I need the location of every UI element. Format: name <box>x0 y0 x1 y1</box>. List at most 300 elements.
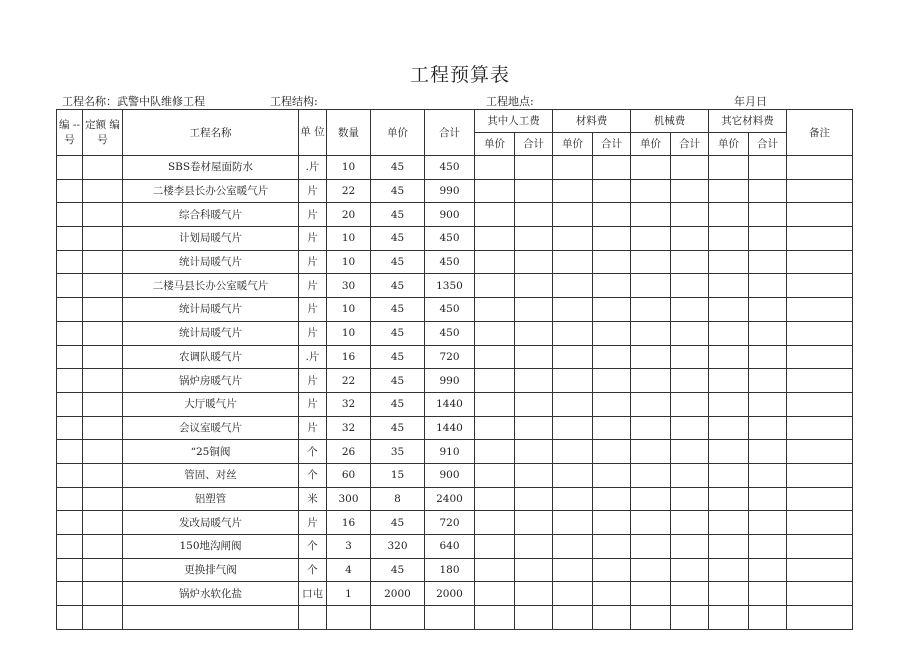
table-row <box>57 227 853 251</box>
cell-remark <box>787 535 853 559</box>
cell-material-total <box>593 606 631 630</box>
cell-seq <box>57 606 83 630</box>
cell-remark <box>787 203 853 227</box>
cell-material-price <box>553 203 593 227</box>
cell-seq <box>57 298 83 322</box>
cell-labor-total <box>515 203 553 227</box>
cell-qty: 32 <box>327 416 371 440</box>
cell-name: 发改局暖气片 <box>123 511 299 535</box>
cell-other-price <box>709 179 749 203</box>
cell-unit: 片 <box>299 179 327 203</box>
cell-labor-price <box>475 345 515 369</box>
cell-machine-total <box>671 274 709 298</box>
cell-labor-total <box>515 345 553 369</box>
table-row <box>57 535 853 559</box>
cell-qty: 1 <box>327 582 371 606</box>
cell-price: 45 <box>371 511 425 535</box>
cell-quota <box>83 345 123 369</box>
header-material: 材料费 <box>553 110 631 133</box>
cell-other-price <box>709 227 749 251</box>
cell-other-total <box>749 298 787 322</box>
table-row <box>57 321 853 345</box>
cell-quota <box>83 606 123 630</box>
cell-material-total <box>593 156 631 180</box>
cell-material-price <box>553 392 593 416</box>
cell-quota <box>83 227 123 251</box>
cell-material-price <box>553 274 593 298</box>
cell-machine-price <box>631 535 671 559</box>
cell-material-total <box>593 321 631 345</box>
cell-unit: 片 <box>299 298 327 322</box>
header-qty: 数量 <box>327 110 371 156</box>
table-row <box>57 298 853 322</box>
cell-price: 45 <box>371 321 425 345</box>
cell-labor-price <box>475 274 515 298</box>
cell-unit: .片 <box>299 156 327 180</box>
cell-machine-price <box>631 440 671 464</box>
cell-price: 45 <box>371 274 425 298</box>
cell-machine-total <box>671 392 709 416</box>
cell-unit: 个 <box>299 558 327 582</box>
cell-quota <box>83 582 123 606</box>
cell-other-total <box>749 606 787 630</box>
cell-unit: 片 <box>299 369 327 393</box>
cell-total: 990 <box>425 179 475 203</box>
cell-labor-total <box>515 440 553 464</box>
cell-labor-price <box>475 582 515 606</box>
cell-qty: 10 <box>327 156 371 180</box>
cell-other-total <box>749 156 787 180</box>
cell-price: 45 <box>371 369 425 393</box>
cell-seq <box>57 369 83 393</box>
cell-remark <box>787 298 853 322</box>
cell-material-price <box>553 250 593 274</box>
cell-material-total <box>593 179 631 203</box>
cell-unit: 个 <box>299 463 327 487</box>
cell-material-total <box>593 227 631 251</box>
table-row <box>57 392 853 416</box>
cell-unit: 片 <box>299 274 327 298</box>
cell-name: 锅炉房暖气片 <box>123 369 299 393</box>
cell-total <box>425 606 475 630</box>
cell-seq <box>57 487 83 511</box>
cell-price: 45 <box>371 558 425 582</box>
cell-machine-total <box>671 416 709 440</box>
cell-name: 计划局暖气片 <box>123 227 299 251</box>
cell-machine-price <box>631 179 671 203</box>
cell-price: 45 <box>371 345 425 369</box>
cell-seq <box>57 203 83 227</box>
cell-seq <box>57 416 83 440</box>
cell-other-total <box>749 582 787 606</box>
header-name: 工程名称 <box>123 110 299 156</box>
cell-other-total <box>749 179 787 203</box>
cell-material-total <box>593 487 631 511</box>
cell-other-total <box>749 416 787 440</box>
cell-unit: 片 <box>299 250 327 274</box>
cell-total: 900 <box>425 203 475 227</box>
cell-other-price <box>709 250 749 274</box>
cell-price: 45 <box>371 179 425 203</box>
cell-machine-total <box>671 227 709 251</box>
cell-unit: 个 <box>299 440 327 464</box>
subheader-labor-price: 单价 <box>475 133 515 156</box>
cell-other-price <box>709 369 749 393</box>
cell-labor-total <box>515 416 553 440</box>
cell-material-price <box>553 369 593 393</box>
cell-name: 150地沟闸阀 <box>123 535 299 559</box>
cell-name: 统计局暖气片 <box>123 250 299 274</box>
cell-qty: 30 <box>327 274 371 298</box>
cell-machine-total <box>671 582 709 606</box>
cell-machine-total <box>671 369 709 393</box>
cell-labor-price <box>475 250 515 274</box>
cell-material-total <box>593 203 631 227</box>
cell-name: 更换排气阀 <box>123 558 299 582</box>
cell-other-total <box>749 227 787 251</box>
cell-machine-total <box>671 203 709 227</box>
cell-labor-total <box>515 487 553 511</box>
subheader-other-total: 合计 <box>749 133 787 156</box>
cell-remark <box>787 511 853 535</box>
cell-qty: 16 <box>327 345 371 369</box>
cell-name: “25铜阀 <box>123 440 299 464</box>
header-remark: 备注 <box>787 110 853 156</box>
cell-machine-price <box>631 606 671 630</box>
table-row <box>57 511 853 535</box>
table-row <box>57 274 853 298</box>
table-row <box>57 606 853 630</box>
cell-other-total <box>749 369 787 393</box>
cell-other-price <box>709 345 749 369</box>
cell-other-total <box>749 440 787 464</box>
cell-other-price <box>709 321 749 345</box>
cell-material-total <box>593 416 631 440</box>
cell-labor-total <box>515 606 553 630</box>
cell-name: 综合科暖气片 <box>123 203 299 227</box>
cell-remark <box>787 227 853 251</box>
cell-total: 1440 <box>425 416 475 440</box>
cell-seq <box>57 511 83 535</box>
cell-machine-price <box>631 369 671 393</box>
cell-total: 450 <box>425 321 475 345</box>
cell-other-total <box>749 558 787 582</box>
header-other: 其它材料费 <box>709 110 787 133</box>
cell-material-total <box>593 535 631 559</box>
cell-price: 45 <box>371 203 425 227</box>
cell-qty: 4 <box>327 558 371 582</box>
header-price: 单价 <box>371 110 425 156</box>
cell-remark <box>787 156 853 180</box>
cell-other-total <box>749 535 787 559</box>
cell-remark <box>787 369 853 393</box>
cell-material-price <box>553 345 593 369</box>
cell-machine-total <box>671 440 709 464</box>
cell-price: 45 <box>371 392 425 416</box>
cell-other-price <box>709 606 749 630</box>
cell-price: 45 <box>371 156 425 180</box>
cell-material-total <box>593 369 631 393</box>
cell-total: 450 <box>425 298 475 322</box>
cell-total: 900 <box>425 463 475 487</box>
cell-other-price <box>709 298 749 322</box>
table-row <box>57 582 853 606</box>
cell-quota <box>83 179 123 203</box>
cell-seq <box>57 156 83 180</box>
cell-unit: 片 <box>299 416 327 440</box>
cell-machine-total <box>671 463 709 487</box>
table-row <box>57 463 853 487</box>
cell-price: 45 <box>371 416 425 440</box>
cell-machine-price <box>631 487 671 511</box>
header-labor: 其中人工费 <box>475 110 553 133</box>
cell-total: 450 <box>425 227 475 251</box>
cell-qty: 10 <box>327 250 371 274</box>
cell-machine-total <box>671 487 709 511</box>
subheader-other-price: 单价 <box>709 133 749 156</box>
cell-total: 720 <box>425 511 475 535</box>
cell-total: 180 <box>425 558 475 582</box>
cell-material-total <box>593 582 631 606</box>
cell-quota <box>83 416 123 440</box>
cell-machine-price <box>631 321 671 345</box>
cell-total: 1440 <box>425 392 475 416</box>
cell-name: 统计局暖气片 <box>123 298 299 322</box>
cell-remark <box>787 345 853 369</box>
cell-machine-total <box>671 511 709 535</box>
cell-machine-price <box>631 582 671 606</box>
cell-other-price <box>709 487 749 511</box>
cell-machine-price <box>631 250 671 274</box>
cell-price: 8 <box>371 487 425 511</box>
cell-material-total <box>593 463 631 487</box>
cell-machine-price <box>631 298 671 322</box>
cell-price: 45 <box>371 227 425 251</box>
budget-table <box>56 109 853 630</box>
project-location: 工程地点: <box>486 95 534 108</box>
cell-unit: 个 <box>299 535 327 559</box>
cell-total: 990 <box>425 369 475 393</box>
cell-material-price <box>553 179 593 203</box>
cell-labor-total <box>515 298 553 322</box>
cell-machine-price <box>631 416 671 440</box>
table-row <box>57 558 853 582</box>
cell-quota <box>83 440 123 464</box>
cell-unit: 片 <box>299 392 327 416</box>
cell-qty: 32 <box>327 392 371 416</box>
cell-labor-price <box>475 487 515 511</box>
cell-other-total <box>749 463 787 487</box>
cell-name: 铝塑管 <box>123 487 299 511</box>
subheader-labor-total: 合计 <box>515 133 553 156</box>
cell-qty: 10 <box>327 321 371 345</box>
cell-quota <box>83 392 123 416</box>
cell-remark <box>787 582 853 606</box>
cell-labor-total <box>515 511 553 535</box>
cell-material-total <box>593 558 631 582</box>
cell-qty: 20 <box>327 203 371 227</box>
cell-other-price <box>709 274 749 298</box>
cell-qty: 10 <box>327 227 371 251</box>
table-row <box>57 179 853 203</box>
cell-material-price <box>553 582 593 606</box>
cell-labor-price <box>475 321 515 345</box>
cell-material-total <box>593 392 631 416</box>
cell-labor-price <box>475 440 515 464</box>
cell-labor-price <box>475 463 515 487</box>
cell-price: 45 <box>371 250 425 274</box>
cell-unit: .片 <box>299 345 327 369</box>
cell-total: 2000 <box>425 582 475 606</box>
table-row <box>57 156 853 180</box>
cell-other-total <box>749 250 787 274</box>
cell-remark <box>787 392 853 416</box>
cell-qty: 60 <box>327 463 371 487</box>
cell-machine-price <box>631 345 671 369</box>
cell-other-price <box>709 440 749 464</box>
cell-labor-total <box>515 250 553 274</box>
subheader-material-price: 单价 <box>553 133 593 156</box>
cell-material-price <box>553 416 593 440</box>
cell-other-price <box>709 535 749 559</box>
cell-other-price <box>709 511 749 535</box>
cell-quota <box>83 250 123 274</box>
cell-qty: 3 <box>327 535 371 559</box>
cell-other-price <box>709 558 749 582</box>
cell-price: 320 <box>371 535 425 559</box>
cell-machine-price <box>631 392 671 416</box>
cell-labor-price <box>475 203 515 227</box>
cell-remark <box>787 321 853 345</box>
cell-labor-total <box>515 463 553 487</box>
page-title: 工程预算表 <box>409 64 510 86</box>
cell-labor-total <box>515 156 553 180</box>
cell-qty: 300 <box>327 487 371 511</box>
cell-material-price <box>553 487 593 511</box>
cell-name <box>123 606 299 630</box>
cell-material-price <box>553 535 593 559</box>
cell-total: 1350 <box>425 274 475 298</box>
cell-total: 910 <box>425 440 475 464</box>
cell-remark <box>787 487 853 511</box>
cell-name: 锅炉水软化盐 <box>123 582 299 606</box>
table-row <box>57 203 853 227</box>
subheader-machine-total: 合计 <box>671 133 709 156</box>
cell-machine-price <box>631 558 671 582</box>
cell-total: 720 <box>425 345 475 369</box>
cell-labor-total <box>515 535 553 559</box>
cell-machine-total <box>671 298 709 322</box>
cell-labor-total <box>515 392 553 416</box>
cell-machine-total <box>671 535 709 559</box>
cell-machine-total <box>671 606 709 630</box>
cell-seq <box>57 274 83 298</box>
project-structure: 工程结构: <box>270 95 318 108</box>
cell-price: 2000 <box>371 582 425 606</box>
cell-quota <box>83 274 123 298</box>
header-machine: 机械费 <box>631 110 709 133</box>
cell-material-total <box>593 345 631 369</box>
cell-name: 大厅暖气片 <box>123 392 299 416</box>
cell-machine-price <box>631 511 671 535</box>
cell-total: 640 <box>425 535 475 559</box>
cell-price: 15 <box>371 463 425 487</box>
cell-labor-price <box>475 535 515 559</box>
cell-labor-price <box>475 179 515 203</box>
cell-material-price <box>553 606 593 630</box>
cell-material-total <box>593 298 631 322</box>
cell-labor-total <box>515 558 553 582</box>
cell-quota <box>83 463 123 487</box>
cell-material-price <box>553 227 593 251</box>
cell-material-price <box>553 298 593 322</box>
cell-remark <box>787 416 853 440</box>
cell-machine-total <box>671 179 709 203</box>
header-quota: 定额 编号 <box>83 110 123 156</box>
project-name: 工程名称：武警中队维修工程 <box>62 95 205 108</box>
subheader-material-total: 合计 <box>593 133 631 156</box>
cell-machine-price <box>631 463 671 487</box>
cell-unit <box>299 606 327 630</box>
cell-seq <box>57 392 83 416</box>
header-seq: 编 --号 <box>57 110 83 156</box>
cell-price: 45 <box>371 298 425 322</box>
cell-material-price <box>553 558 593 582</box>
cell-total: 450 <box>425 250 475 274</box>
cell-seq <box>57 440 83 464</box>
cell-seq <box>57 250 83 274</box>
cell-other-price <box>709 582 749 606</box>
cell-machine-price <box>631 227 671 251</box>
cell-name: 管固、对丝 <box>123 463 299 487</box>
cell-remark <box>787 463 853 487</box>
cell-other-total <box>749 321 787 345</box>
cell-quota <box>83 321 123 345</box>
cell-labor-price <box>475 227 515 251</box>
cell-other-total <box>749 203 787 227</box>
cell-qty: 22 <box>327 369 371 393</box>
cell-other-total <box>749 511 787 535</box>
project-date: 年月日 <box>734 95 767 108</box>
cell-price <box>371 606 425 630</box>
cell-machine-price <box>631 203 671 227</box>
cell-labor-price <box>475 298 515 322</box>
cell-remark <box>787 606 853 630</box>
cell-quota <box>83 369 123 393</box>
cell-quota <box>83 487 123 511</box>
cell-qty <box>327 606 371 630</box>
cell-labor-price <box>475 392 515 416</box>
cell-other-total <box>749 274 787 298</box>
table-row <box>57 345 853 369</box>
cell-labor-price <box>475 369 515 393</box>
cell-qty: 22 <box>327 179 371 203</box>
cell-labor-total <box>515 582 553 606</box>
cell-remark <box>787 558 853 582</box>
cell-total: 2400 <box>425 487 475 511</box>
table-row <box>57 416 853 440</box>
cell-other-price <box>709 392 749 416</box>
cell-name: SBS卷材屋面防水 <box>123 156 299 180</box>
cell-remark <box>787 179 853 203</box>
header-row <box>57 110 853 133</box>
cell-material-price <box>553 463 593 487</box>
cell-seq <box>57 558 83 582</box>
cell-labor-price <box>475 558 515 582</box>
cell-unit: 片 <box>299 321 327 345</box>
cell-labor-price <box>475 156 515 180</box>
cell-remark <box>787 250 853 274</box>
